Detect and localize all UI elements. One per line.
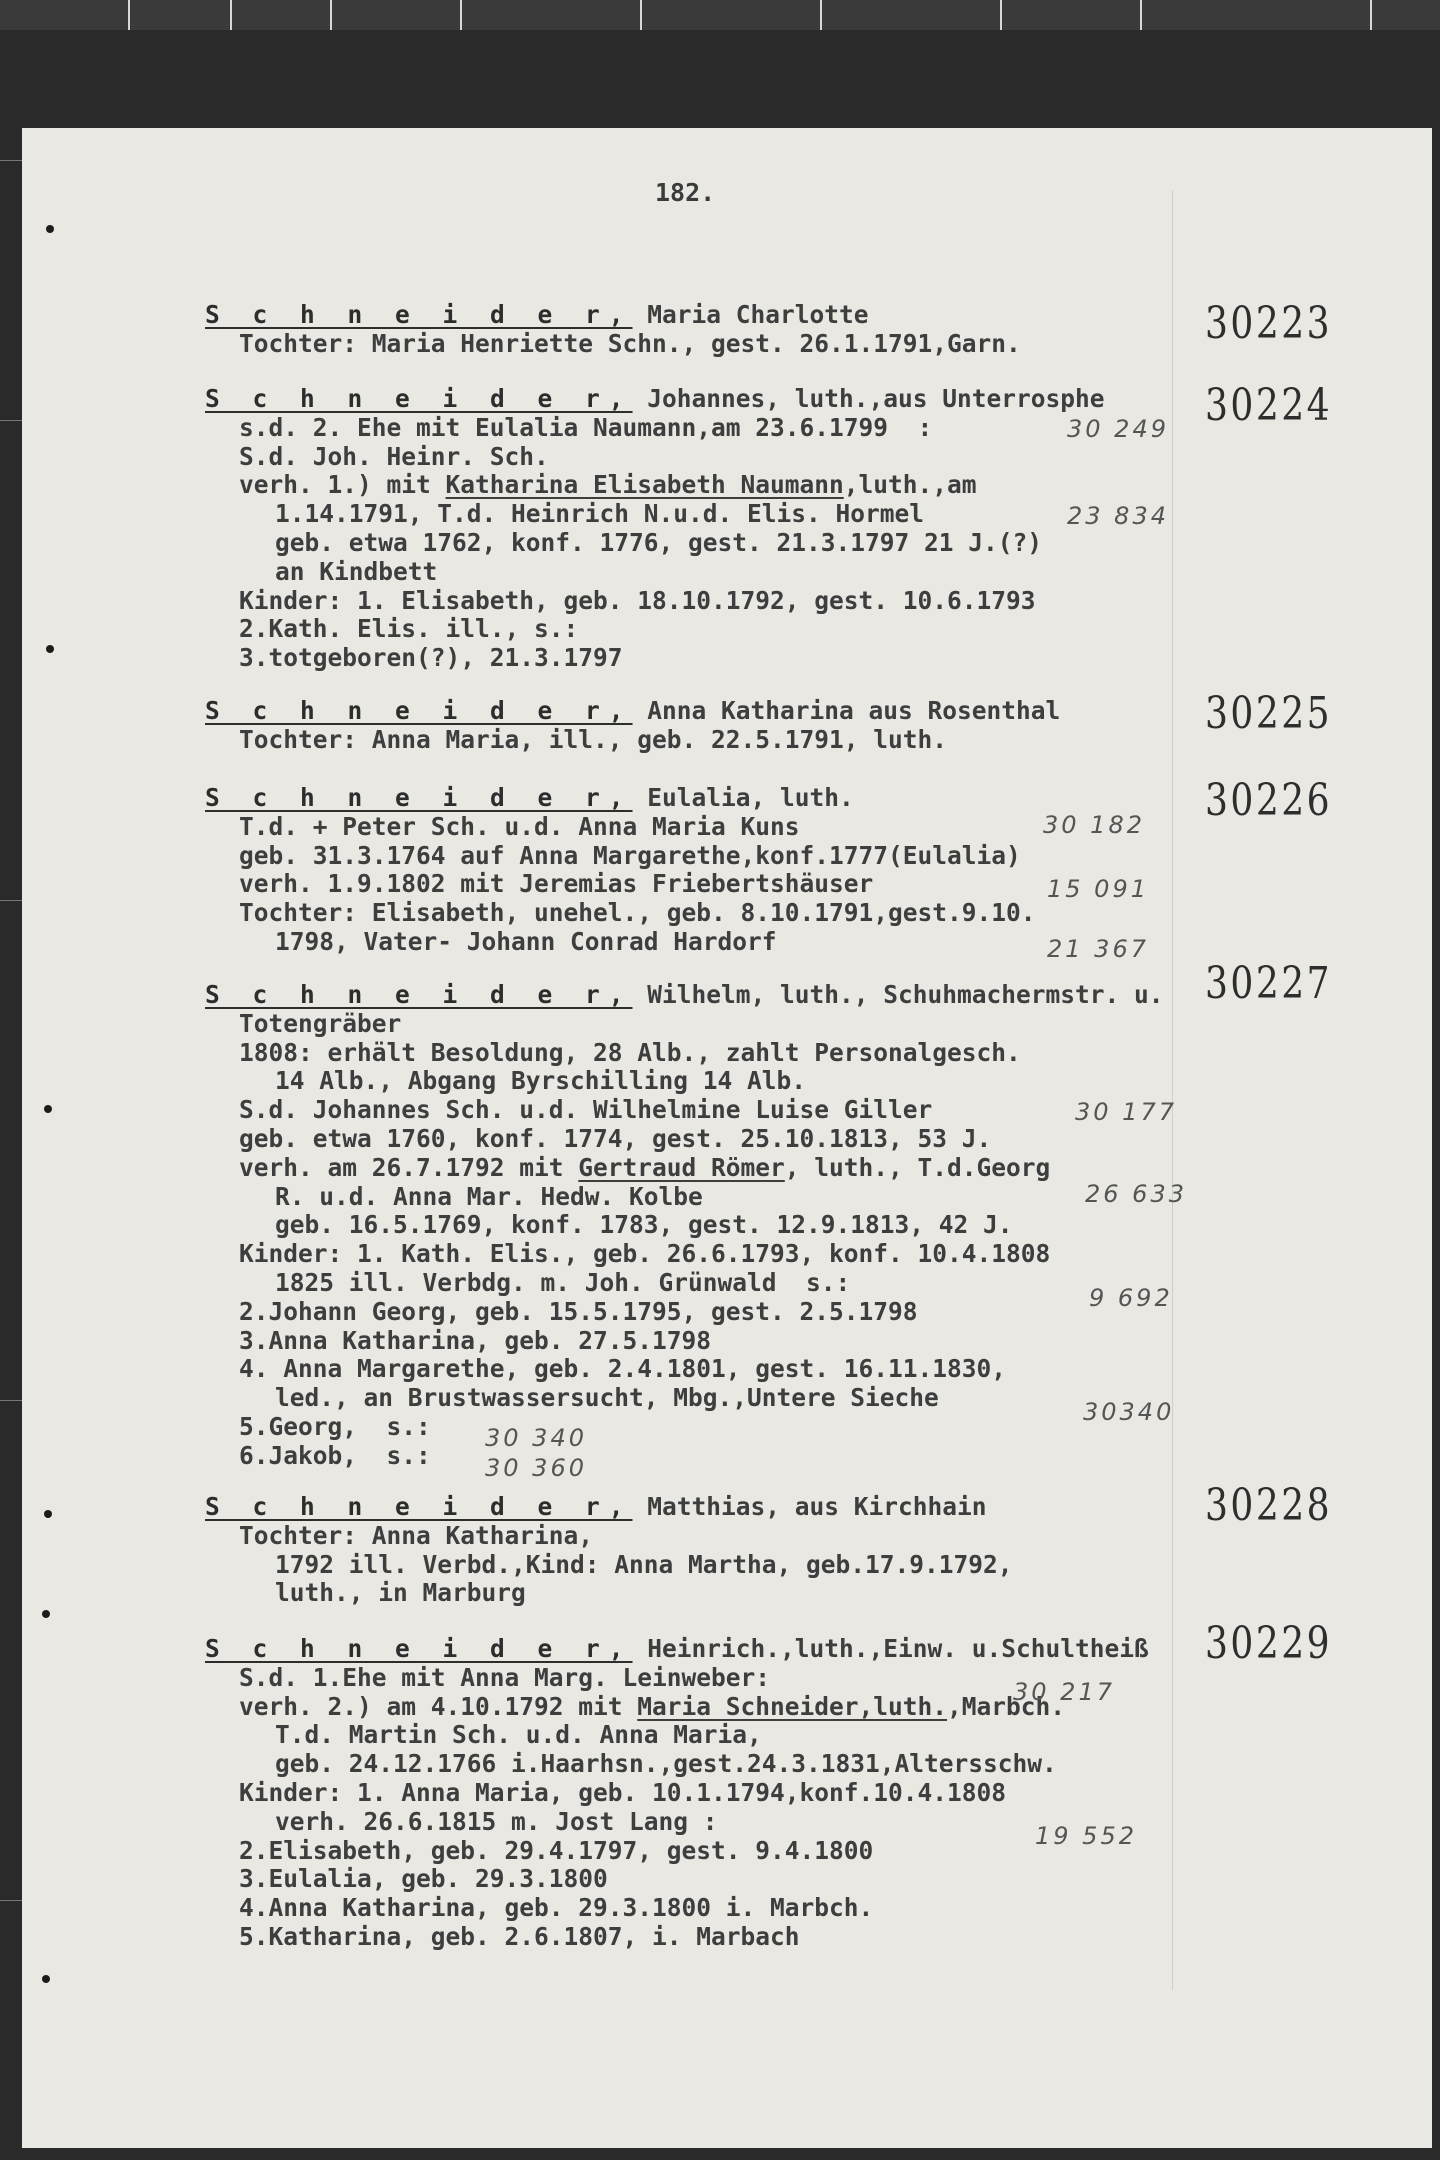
entry-line: Totengräber [239,1008,402,1038]
entry-id-number: 30224 [1205,380,1333,431]
entry-line: geb. etwa 1762, konf. 1776, gest. 21.3.1797 21 J.(?) [275,527,1043,557]
entry-line: Tochter: Elisabeth, unehel., geb. 8.10.1791,gest.9.10. [239,898,1036,928]
punch-hole [42,1975,50,1983]
entry-line: verh. 1.) mit [239,470,446,500]
entry-line: geb. 31.3.1764 auf Anna Margarethe,konf.1777(Eulalia) [239,840,1021,870]
strip-tick [1370,0,1372,30]
entry-heading: Matthias, aus Kirchhain [632,1492,987,1521]
strip-tick [460,0,462,30]
child-line: 3.Eulalia, geb. 29.3.1800 [239,1864,608,1894]
entry-line: Tochter: Anna Maria, ill., geb. 22.5.1791, luth. [239,724,948,754]
scan-edge-mark [0,420,22,421]
child-line: 1825 ill. Verbdg. m. Joh. Grünwald s.: [275,1267,851,1297]
entry-line: 14 Alb., Abgang Byrschilling 14 Alb. [275,1066,807,1096]
entry-line: Tochter: Anna Katharina, [239,1520,594,1550]
scan-edge-mark [0,1900,22,1901]
entry-line: T.d. Martin Sch. u.d. Anna Maria, [275,1720,762,1750]
entry-line: , luth., T.d.Georg [784,1152,1051,1182]
child-line: 2.Kath. Elis. ill., s.: [239,614,579,644]
handwritten-reference: 30340 [1083,1398,1175,1426]
entry-surname: S c h n e i d e r, [205,980,633,1009]
child-line: 2.Johann Georg, geb. 15.5.1795, gest. 2.5.1798 [239,1296,918,1326]
entry-surname: S c h n e i d e r, [205,696,633,725]
child-line: 5.Georg, s.: [239,1411,431,1441]
entry-30225 [205,696,1205,754]
strip-tick [640,0,642,30]
child-line: 4.Anna Katharina, geb. 29.3.1800 i. Marbch. [239,1893,874,1923]
strip-tick [1000,0,1002,30]
handwritten-reference: 15 091 [1047,875,1149,903]
entry-heading: Johannes, luth.,aus Unterrosphe [632,384,1105,413]
entry-30229 [205,1634,1205,1951]
entry-30226 [205,783,1205,963]
punch-hole [44,1105,52,1113]
entry-line: ,Marbch. [947,1691,1066,1721]
entry-line: S.d. 1.Ehe mit Anna Marg. Leinweber: [239,1662,771,1692]
handwritten-reference: 30 340 [485,1424,587,1452]
entry-heading: Anna Katharina aus Rosenthal [632,696,1061,725]
child-line: led., an Brustwassersucht, Mbg.,Untere Sieche [275,1383,939,1413]
entry-heading: Wilhelm, luth., Schuhmachermstr. u. [632,980,1164,1009]
entry-surname: S c h n e i d e r, [205,300,633,329]
entry-surname: S c h n e i d e r, [205,384,633,413]
child-line: 6.Jakob, s.: [239,1440,431,1470]
strip-tick [820,0,822,30]
entry-id-number: 30229 [1205,1618,1333,1669]
entry-line: Tochter: Maria Henriette Schn., gest. 26.1.1791,Garn. [239,328,1021,358]
film-strip-top [0,0,1440,30]
child-line: 3.Anna Katharina, geb. 27.5.1798 [239,1325,712,1355]
entry-surname: S c h n e i d e r, [205,783,633,812]
entry-surname: S c h n e i d e r, [205,1634,633,1663]
page-number: 182. [655,178,716,207]
entry-heading: Eulalia, luth. [632,783,854,812]
punch-hole [46,225,54,233]
handwritten-reference: 9 692 [1089,1284,1173,1312]
child-line: 3.totgeboren(?), 21.3.1797 [239,643,623,673]
entry-heading: Heinrich.,luth.,Einw. u.Schultheiß [632,1634,1149,1663]
strip-tick [330,0,332,30]
entry-30224 [205,384,1205,672]
entry-line: S.d. Johannes Sch. u.d. Wilhelmine Luise Giller [239,1095,933,1125]
entry-line: 1792 ill. Verbd.,Kind: Anna Martha, geb.17.9.1792, [275,1549,1013,1579]
scan-edge-mark [0,160,22,161]
entry-id-number: 30223 [1205,298,1333,349]
entry-id-number: 30228 [1205,1480,1333,1531]
strip-tick [128,0,130,30]
entry-line: T.d. + Peter Sch. u.d. Anna Maria Kuns [239,811,800,841]
handwritten-reference: 30 182 [1043,811,1145,839]
entry-id-number: 30227 [1205,958,1333,1009]
strip-tick [1140,0,1142,30]
punch-hole [44,1510,52,1518]
entry-id-number: 30225 [1205,688,1333,739]
entry-30223 [205,300,1205,358]
entry-line: 1808: erhält Besoldung, 28 Alb., zahlt Personalgesch. [239,1037,1021,1067]
handwritten-reference: 30 177 [1075,1098,1177,1126]
handwritten-reference: 23 834 [1067,502,1169,530]
entry-surname: S c h n e i d e r, [205,1492,633,1521]
entry-heading: Maria Charlotte [632,300,869,329]
entry-line: ,luth.,am [843,470,977,500]
strip-tick [230,0,232,30]
handwritten-reference: 30 217 [1013,1678,1115,1706]
child-line: Kinder: 1. Elisabeth, geb. 18.10.1792, gest. 10.6.1793 [239,585,1036,615]
child-line: Kinder: 1. Kath. Elis., geb. 26.6.1793, konf. 10.4.1808 [239,1239,1051,1269]
spouse-name: Gertraud Römer [578,1152,785,1182]
child-line: verh. 26.6.1815 m. Jost Lang : [275,1806,718,1836]
handwritten-reference: 21 367 [1047,935,1149,963]
handwritten-reference: 19 552 [1035,1822,1137,1850]
entry-line: verh. am 26.7.1792 mit [239,1152,579,1182]
entry-line: 1798, Vater- Johann Conrad Hardorf [275,926,777,956]
entry-line: luth., in Marburg [275,1578,526,1608]
entry-line: R. u.d. Anna Mar. Hedw. Kolbe [275,1181,703,1211]
spouse-name: Maria Schneider,luth. [637,1691,948,1721]
entry-30227 [205,980,1205,1482]
punch-hole [42,1610,50,1618]
entry-line: an Kindbett [275,556,438,586]
spouse-name: Katharina Elisabeth Naumann [445,470,844,500]
child-line: 4. Anna Margarethe, geb. 2.4.1801, gest. 16.11.1830, [239,1354,1007,1384]
punch-hole [46,645,54,653]
entry-30228 [205,1492,1205,1607]
entry-line: verh. 1.9.1802 mit Jeremias Friebertshäuser [239,869,874,899]
entry-line: S.d. Joh. Heinr. Sch. [239,441,549,471]
entry-line: 1.14.1791, T.d. Heinrich N.u.d. Elis. Hormel [275,499,925,529]
handwritten-reference: 26 633 [1085,1180,1187,1208]
child-line: 5.Katharina, geb. 2.6.1807, i. Marbach [239,1921,800,1951]
entry-line: verh. 2.) am 4.10.1792 mit [239,1691,638,1721]
child-line: 2.Elisabeth, geb. 29.4.1797, gest. 9.4.1800 [239,1835,874,1865]
child-line: Kinder: 1. Anna Maria, geb. 10.1.1794,konf.10.4.1808 [239,1777,1007,1807]
scan-edge-mark [0,900,22,901]
entry-line: geb. 24.12.1766 i.Haarhsn.,gest.24.3.1831,Altersschw. [275,1749,1057,1779]
entry-line: geb. etwa 1760, konf. 1774, gest. 25.10.1813, 53 J. [239,1123,992,1153]
entry-line: s.d. 2. Ehe mit Eulalia Naumann,am 23.6.1799 : [239,412,933,442]
entry-id-number: 30226 [1205,775,1333,826]
entry-line: geb. 16.5.1769, konf. 1783, gest. 12.9.1813, 42 J. [275,1210,1013,1240]
handwritten-reference: 30 360 [485,1454,587,1482]
handwritten-reference: 30 249 [1067,415,1169,443]
scan-edge-mark [0,1400,22,1401]
